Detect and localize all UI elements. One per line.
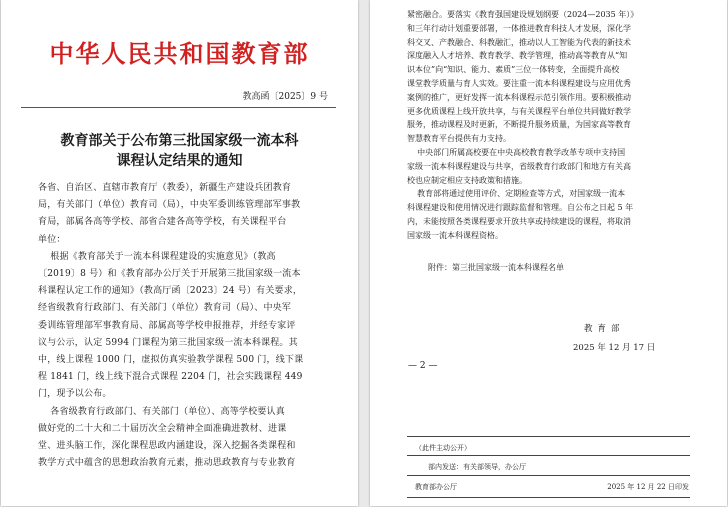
- publicity-note: （此件主动公开）: [415, 444, 471, 452]
- issuing-authority: 教育部: [584, 324, 625, 334]
- document-number: 教高函〔2025〕9 号: [242, 92, 328, 102]
- document-page-1: [1, 0, 358, 506]
- notice-body-page-2: 紧密融合。要落实《教育强国建设规划纲要（2024—2035 年）》 和三年行动计划重要部署，一体推进教育科技人才发展，深化学 科交叉、产教融合、科教融汇，推动以人工智能为代表的新技术 深度融入人才培养、教育教学、教学管理，推动高等教育从“知 识本位”向“知识、能力、素质”三位一体转变，全面提升高校 课堂教学质量与育人实效。要注重一流本科课程建设与应用优秀 案例的推广，更好发挥一流本科课程示范引领作用。要积极推动 更多优质课程上线开放共享，与有关课程平台单位共同做好教学 服务，推动课程及时更新，不断提升服务质量，为国家高等教育 智慧教育平台提供有力支持。 中央部门所属高校要在中央高校教育教学改革专项中支持国 家级一流本科课程建设与共享，省级教育行政部门和地方有关高 校也应制定相应支持政策和措施。 教育部将通过使用评价、定期检查等方式，对国家级一流本 科课程建设和使用情况进行跟踪监督和管理。自公布之日起 5 年 内，未能按照各类课程要求开放共享或持续建设的课程，将取消 国家级一流本科课程资格。: [407, 10, 639, 240]
- issue-date: 2025 年 12 月 17 日: [573, 343, 656, 353]
- page-number: — 2 —: [408, 361, 438, 371]
- issuing-office: 教育部办公厅: [415, 483, 457, 491]
- ministry-header-title: 中华人民共和国教育部: [49, 40, 310, 68]
- red-divider-line: [21, 107, 336, 108]
- footer-rule-bottom: [407, 497, 690, 498]
- distribution-note: 部内发送：有关部领导，办公厅: [428, 463, 526, 471]
- footer-rule-lower: [407, 475, 690, 476]
- notice-title-line-2: 课程认定结果的通知: [116, 153, 243, 169]
- footer-rule-top: [407, 436, 690, 437]
- notice-title-line-1: 教育部关于公布第三批国家级一流本科: [60, 133, 299, 149]
- document-page-2: [370, 0, 727, 506]
- attachment-line: 附件：第三批国家级一流本科课程名单: [428, 263, 564, 272]
- notice-body-page-1: 各省、自治区、直辖市教育厅（教委），新疆生产建设兵团教育 局，有关部门（单位）教育司（局），中央军委训练管理部军事教 育局，部属各高等学校、部省合建各高等学校，有关课程平台 单位： 根据《教育部关于一流本科课程建设的实施意见》（教高 〔2019〕8 号）和《教育部办公厅关于开展第三批国家级一流本 科课程认定工作的通知》（教高厅函〔2023〕24 号）有关要求， 经省级教育行政部门、有关部门（单位）教育司（局）、中央军 委训练管理部军事教育局、部属高等学校申报推荐，并经专家评 议与公示，认定 5994 门课程为第三批国家级一流本科课程。其 中，线上课程 1000 门，虚拟仿真实验教学课程 500 门，线下课 程 1841 门，线上线下混合式课程 2204 门，社会实践课程 449 门，现予以公布。 各省级教育行政部门、有关部门（单位）、高等学校要认真 做好党的二十大和二十届历次全会精神全面准确进教材、进课 堂、进头脑工作，深化课程思政内涵建设，深入挖掘各类课程和 教学方式中蕴含的思想政治教育元素，推动思政教育与专业教育: [38, 183, 304, 469]
- print-date: 2025 年 12 月 22 日印发: [607, 483, 689, 491]
- footer-rule-middle: [407, 455, 690, 456]
